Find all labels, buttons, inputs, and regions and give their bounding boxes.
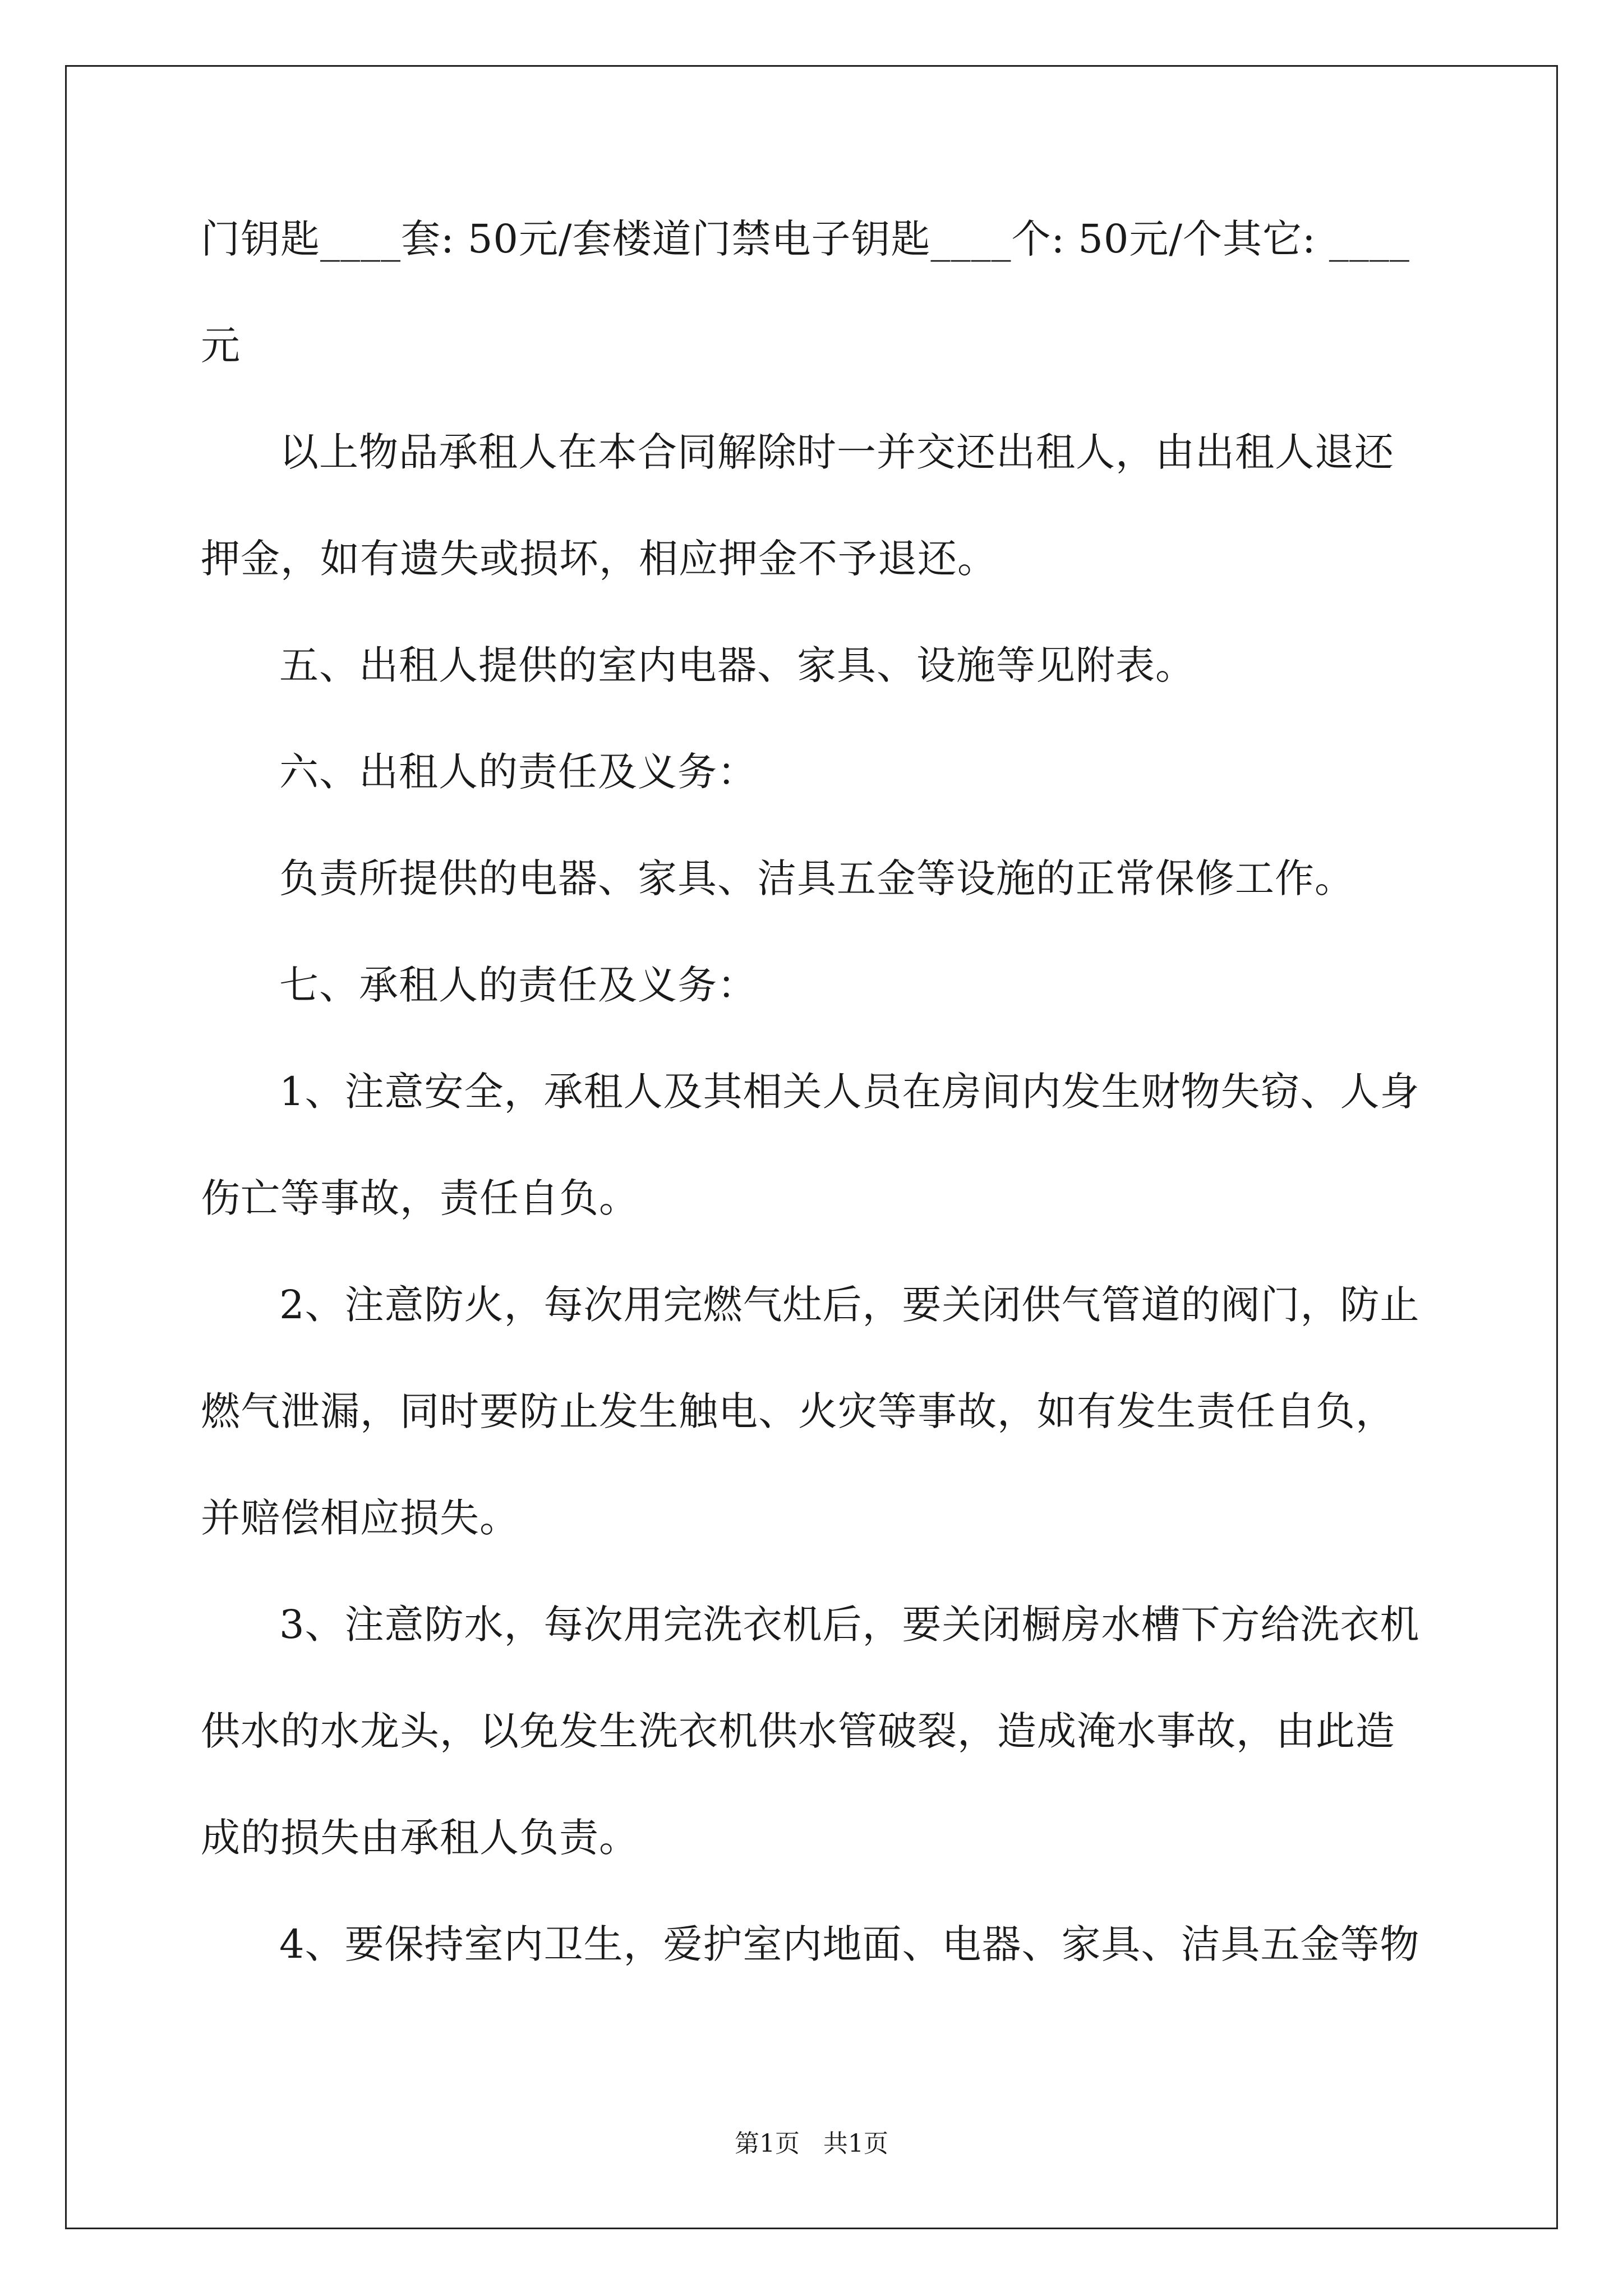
text-line-14: 3、注意防水，每次用完洗衣机后，要关闭橱房水槽下方给洗衣机	[279, 1602, 1420, 1648]
page-number-footer: 第1页 共1页	[735, 2129, 888, 2158]
text-line-1: 门钥匙____套: 50元/套楼道门禁电子钥匙____个: 50元/个其它: ____	[201, 216, 1410, 262]
text-line-6: 六、出租人的责任及义务：	[279, 749, 757, 795]
text-line-13: 并赔偿相应损失。	[201, 1495, 519, 1541]
text-line-17: 4、要保持室内卫生，爱护室内地面、电器、家具、洁具五金等物	[279, 1921, 1420, 1967]
text-line-8: 七、承租人的责任及义务：	[279, 962, 757, 1008]
page-border	[65, 65, 1558, 2229]
text-line-7: 负责所提供的电器、家具、洁具五金等设施的正常保修工作。	[279, 855, 1354, 901]
text-line-5: 五、出租人提供的室内电器、家具、设施等见附表。	[279, 642, 1195, 688]
text-line-4: 押金，如有遗失或损坏，相应押金不予退还。	[201, 536, 997, 582]
text-line-2: 元	[201, 323, 241, 369]
text-line-3: 以上物品承租人在本合同解除时一并交还出租人，由出租人退还	[279, 429, 1394, 475]
text-line-15: 供水的水龙头，以免发生洗衣机供水管破裂，造成淹水事故，由此造	[201, 1708, 1395, 1754]
text-line-9: 1、注意安全，承租人及其相关人员在房间内发生财物失窃、人身	[279, 1069, 1420, 1115]
text-line-12: 燃气泄漏，同时要防止发生触电、火灾等事故，如有发生责任自负，	[201, 1388, 1395, 1434]
text-line-16: 成的损失由承租人负责。	[201, 1815, 639, 1861]
text-line-11: 2、注意防火，每次用完燃气灶后，要关闭供气管道的阀门，防止	[279, 1282, 1420, 1328]
text-line-10: 伤亡等事故，责任自负。	[201, 1175, 639, 1221]
